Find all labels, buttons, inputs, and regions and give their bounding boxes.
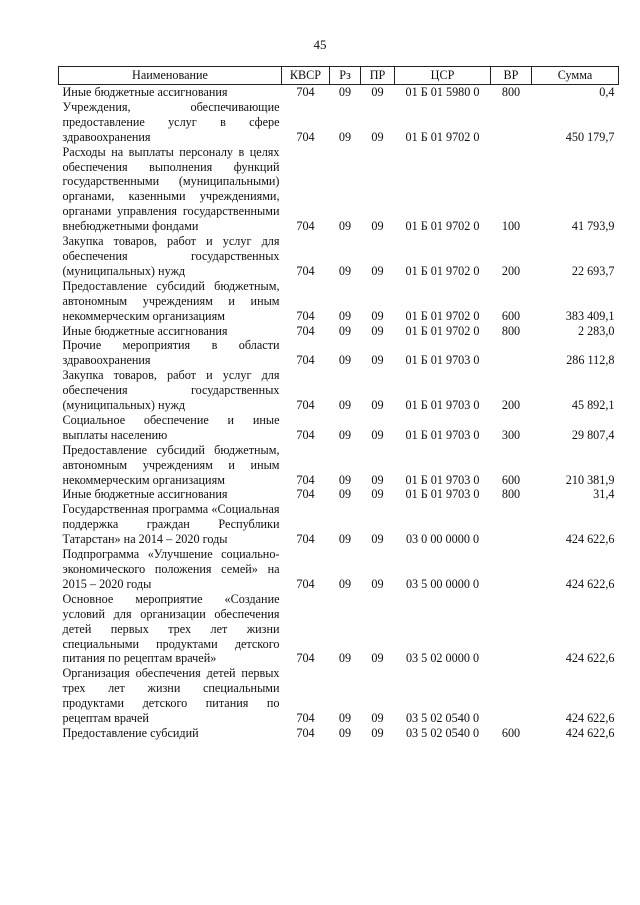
table-row (59, 324, 619, 339)
cell-rz: 09 (338, 398, 352, 413)
cell-csr: 01 Б 01 9702 0 (405, 263, 480, 278)
table-row (59, 547, 619, 592)
cell-vr: 200 (501, 263, 521, 278)
page-number: 45 (313, 37, 327, 52)
cell-kvsr: 704 (296, 85, 315, 99)
table-row (59, 413, 619, 443)
table-row (59, 145, 619, 234)
cell-pr: 09 (371, 651, 384, 666)
cell-name: Закупка товаров, работ и услуг для обеспечения государственных (муниципальных) нужд (62, 368, 280, 413)
cell-pr: 09 (371, 576, 384, 591)
cell-name: Предоставление субсидий (62, 725, 199, 740)
table-row (59, 726, 619, 741)
cell-csr: 01 Б 01 9702 0 (405, 308, 480, 323)
cell-vr: 100 (501, 219, 521, 234)
cell-vr (491, 502, 532, 547)
cell-kvsr: 704 (296, 532, 315, 547)
cell-sum: 286 112,8 (566, 353, 615, 368)
table-row (59, 502, 619, 547)
table-row (59, 100, 619, 145)
cell-kvsr: 704 (296, 353, 315, 368)
cell-pr: 09 (371, 85, 384, 99)
cell-kvsr: 704 (296, 427, 315, 442)
cell-name: Иные бюджетные ассигнования (62, 323, 228, 338)
header-sum: Сумма (532, 67, 619, 85)
cell-rz: 09 (338, 651, 352, 666)
cell-pr: 09 (371, 532, 384, 547)
cell-name: Основное мероприятие «Создание условий для организации обеспечения детей первых трех лет жизни специальными продуктами детского питания по рецептам врачей» (62, 591, 280, 666)
table-row (59, 234, 619, 279)
header-csr: ЦСР (395, 67, 491, 85)
table-row (59, 443, 619, 488)
table-row (59, 666, 619, 726)
cell-pr: 09 (371, 398, 384, 413)
cell-sum: 424 622,6 (565, 532, 615, 547)
cell-sum: 0,4 (599, 85, 615, 99)
cell-vr (491, 592, 532, 667)
cell-name: Предоставление субсидий бюджетным, автономным учреждениям и иным некоммерческим организациям (62, 442, 280, 487)
cell-pr: 09 (371, 472, 384, 487)
cell-kvsr: 704 (296, 398, 315, 413)
cell-csr: 01 Б 01 9703 0 (405, 427, 480, 442)
cell-pr: 09 (371, 725, 384, 740)
cell-rz: 09 (338, 263, 352, 278)
cell-csr: 01 Б 01 9703 0 (405, 487, 480, 502)
cell-name: Иные бюджетные ассигнования (62, 85, 228, 99)
cell-csr: 01 Б 01 9703 0 (405, 353, 480, 368)
table-body (59, 85, 619, 741)
cell-csr: 01 Б 01 9702 0 (405, 219, 480, 234)
cell-csr: 03 5 02 0540 0 (405, 711, 480, 726)
table-header-row (59, 67, 619, 85)
cell-rz: 09 (338, 129, 352, 144)
cell-sum: 450 179,7 (565, 129, 615, 144)
cell-name: Учреждения, обеспечивающие предоставление услуг в сфере здравоохранения (62, 99, 280, 144)
cell-vr (491, 100, 532, 145)
header-rz: Рз (330, 67, 361, 85)
cell-pr: 09 (371, 353, 384, 368)
cell-sum: 2 283,0 (577, 323, 615, 338)
cell-rz: 09 (338, 219, 352, 234)
cell-sum: 210 381,9 (565, 472, 615, 487)
cell-kvsr: 704 (296, 472, 315, 487)
cell-name: Закупка товаров, работ и услуг для обеспечения государственных (муниципальных) нужд (62, 234, 280, 278)
cell-rz: 09 (338, 532, 352, 547)
cell-rz: 09 (338, 427, 352, 442)
cell-csr: 01 Б 01 9703 0 (405, 398, 480, 413)
cell-name: Государственная программа «Социальная поддержка граждан Республики Татарстан» на 2014 – 2020 годы (62, 502, 280, 547)
cell-kvsr: 704 (296, 263, 315, 278)
cell-name: Организация обеспечения детей первых трех лет жизни специальными продуктами детского питания по рецептам врачей (62, 666, 280, 726)
cell-kvsr: 704 (296, 323, 315, 338)
cell-kvsr: 704 (296, 308, 315, 323)
cell-rz: 09 (338, 85, 352, 99)
cell-name: Предоставление субсидий бюджетным, автономным учреждениям и иным некоммерческим организациям (62, 278, 280, 323)
cell-kvsr: 704 (296, 651, 315, 666)
cell-csr: 03 5 02 0540 0 (405, 725, 480, 740)
cell-vr (491, 666, 532, 726)
cell-sum: 41 793,9 (571, 219, 615, 234)
cell-rz: 09 (338, 353, 352, 368)
cell-vr (491, 338, 532, 368)
table-row (59, 279, 619, 324)
cell-vr: 800 (501, 85, 521, 99)
cell-name: Расходы на выплаты персоналу в целях обеспечения выполнения функций государственными (муниципальными) органами, казенными учреждениями, органами управления государственными внебюджетными фондами (62, 144, 280, 234)
table-row (59, 592, 619, 667)
cell-pr: 09 (371, 308, 384, 323)
header-vr: ВР (491, 67, 532, 85)
cell-rz: 09 (338, 487, 352, 502)
cell-rz: 09 (338, 323, 352, 338)
cell-csr: 03 5 00 0000 0 (405, 576, 480, 591)
table-row (59, 487, 619, 502)
cell-name: Подпрограмма «Улучшение социально-экономического положения семей» на 2015 – 2020 годы (62, 547, 280, 591)
cell-kvsr: 704 (296, 576, 315, 591)
budget-table (58, 66, 619, 741)
cell-pr: 09 (371, 129, 384, 144)
cell-pr: 09 (371, 711, 384, 726)
cell-csr: 01 Б 01 9702 0 (405, 129, 480, 144)
cell-kvsr: 704 (296, 711, 315, 726)
cell-sum: 424 622,6 (565, 711, 615, 726)
cell-vr: 200 (501, 398, 521, 413)
cell-sum: 31,4 (593, 487, 615, 502)
cell-vr (491, 547, 532, 592)
cell-vr: 300 (501, 427, 521, 442)
cell-kvsr: 704 (296, 725, 315, 740)
cell-name: Социальное обеспечение и иные выплаты населению (62, 412, 280, 442)
cell-vr: 600 (501, 725, 521, 740)
header-name: Наименование (59, 67, 282, 85)
cell-csr: 01 Б 01 9702 0 (405, 323, 480, 338)
table-row (59, 85, 619, 100)
cell-kvsr: 704 (296, 129, 315, 144)
cell-kvsr: 704 (296, 219, 315, 234)
header-pr: ПР (361, 67, 395, 85)
cell-sum: 29 807,4 (571, 427, 615, 442)
header-kvsr: КВСР (282, 67, 330, 85)
cell-name: Иные бюджетные ассигнования (62, 487, 228, 502)
cell-kvsr: 704 (296, 487, 315, 502)
cell-rz: 09 (338, 472, 352, 487)
cell-pr: 09 (371, 427, 384, 442)
cell-vr: 600 (501, 308, 521, 323)
cell-pr: 09 (371, 263, 384, 278)
cell-sum: 383 409,1 (565, 308, 615, 323)
cell-rz: 09 (338, 725, 352, 740)
cell-csr: 03 5 02 0000 0 (405, 651, 480, 666)
cell-sum: 424 622,6 (565, 576, 615, 591)
cell-sum: 424 622,6 (565, 651, 615, 666)
cell-csr: 03 0 00 0000 0 (405, 532, 480, 547)
cell-pr: 09 (371, 487, 384, 502)
cell-vr: 600 (501, 472, 521, 487)
cell-rz: 09 (338, 308, 352, 323)
cell-vr: 800 (501, 487, 521, 502)
table-row (59, 368, 619, 413)
cell-name: Прочие мероприятия в области здравоохранения (62, 338, 280, 368)
cell-pr: 09 (371, 219, 384, 234)
cell-vr: 800 (501, 323, 521, 338)
cell-sum: 22 693,7 (571, 263, 615, 278)
table-row (59, 338, 619, 368)
cell-sum: 424 622,6 (565, 725, 615, 740)
cell-csr: 01 Б 01 9703 0 (405, 472, 480, 487)
cell-sum: 45 892,1 (571, 398, 615, 413)
cell-csr: 01 Б 01 5980 0 (405, 85, 480, 99)
cell-rz: 09 (338, 711, 352, 726)
cell-pr: 09 (371, 323, 384, 338)
cell-rz: 09 (338, 576, 352, 591)
